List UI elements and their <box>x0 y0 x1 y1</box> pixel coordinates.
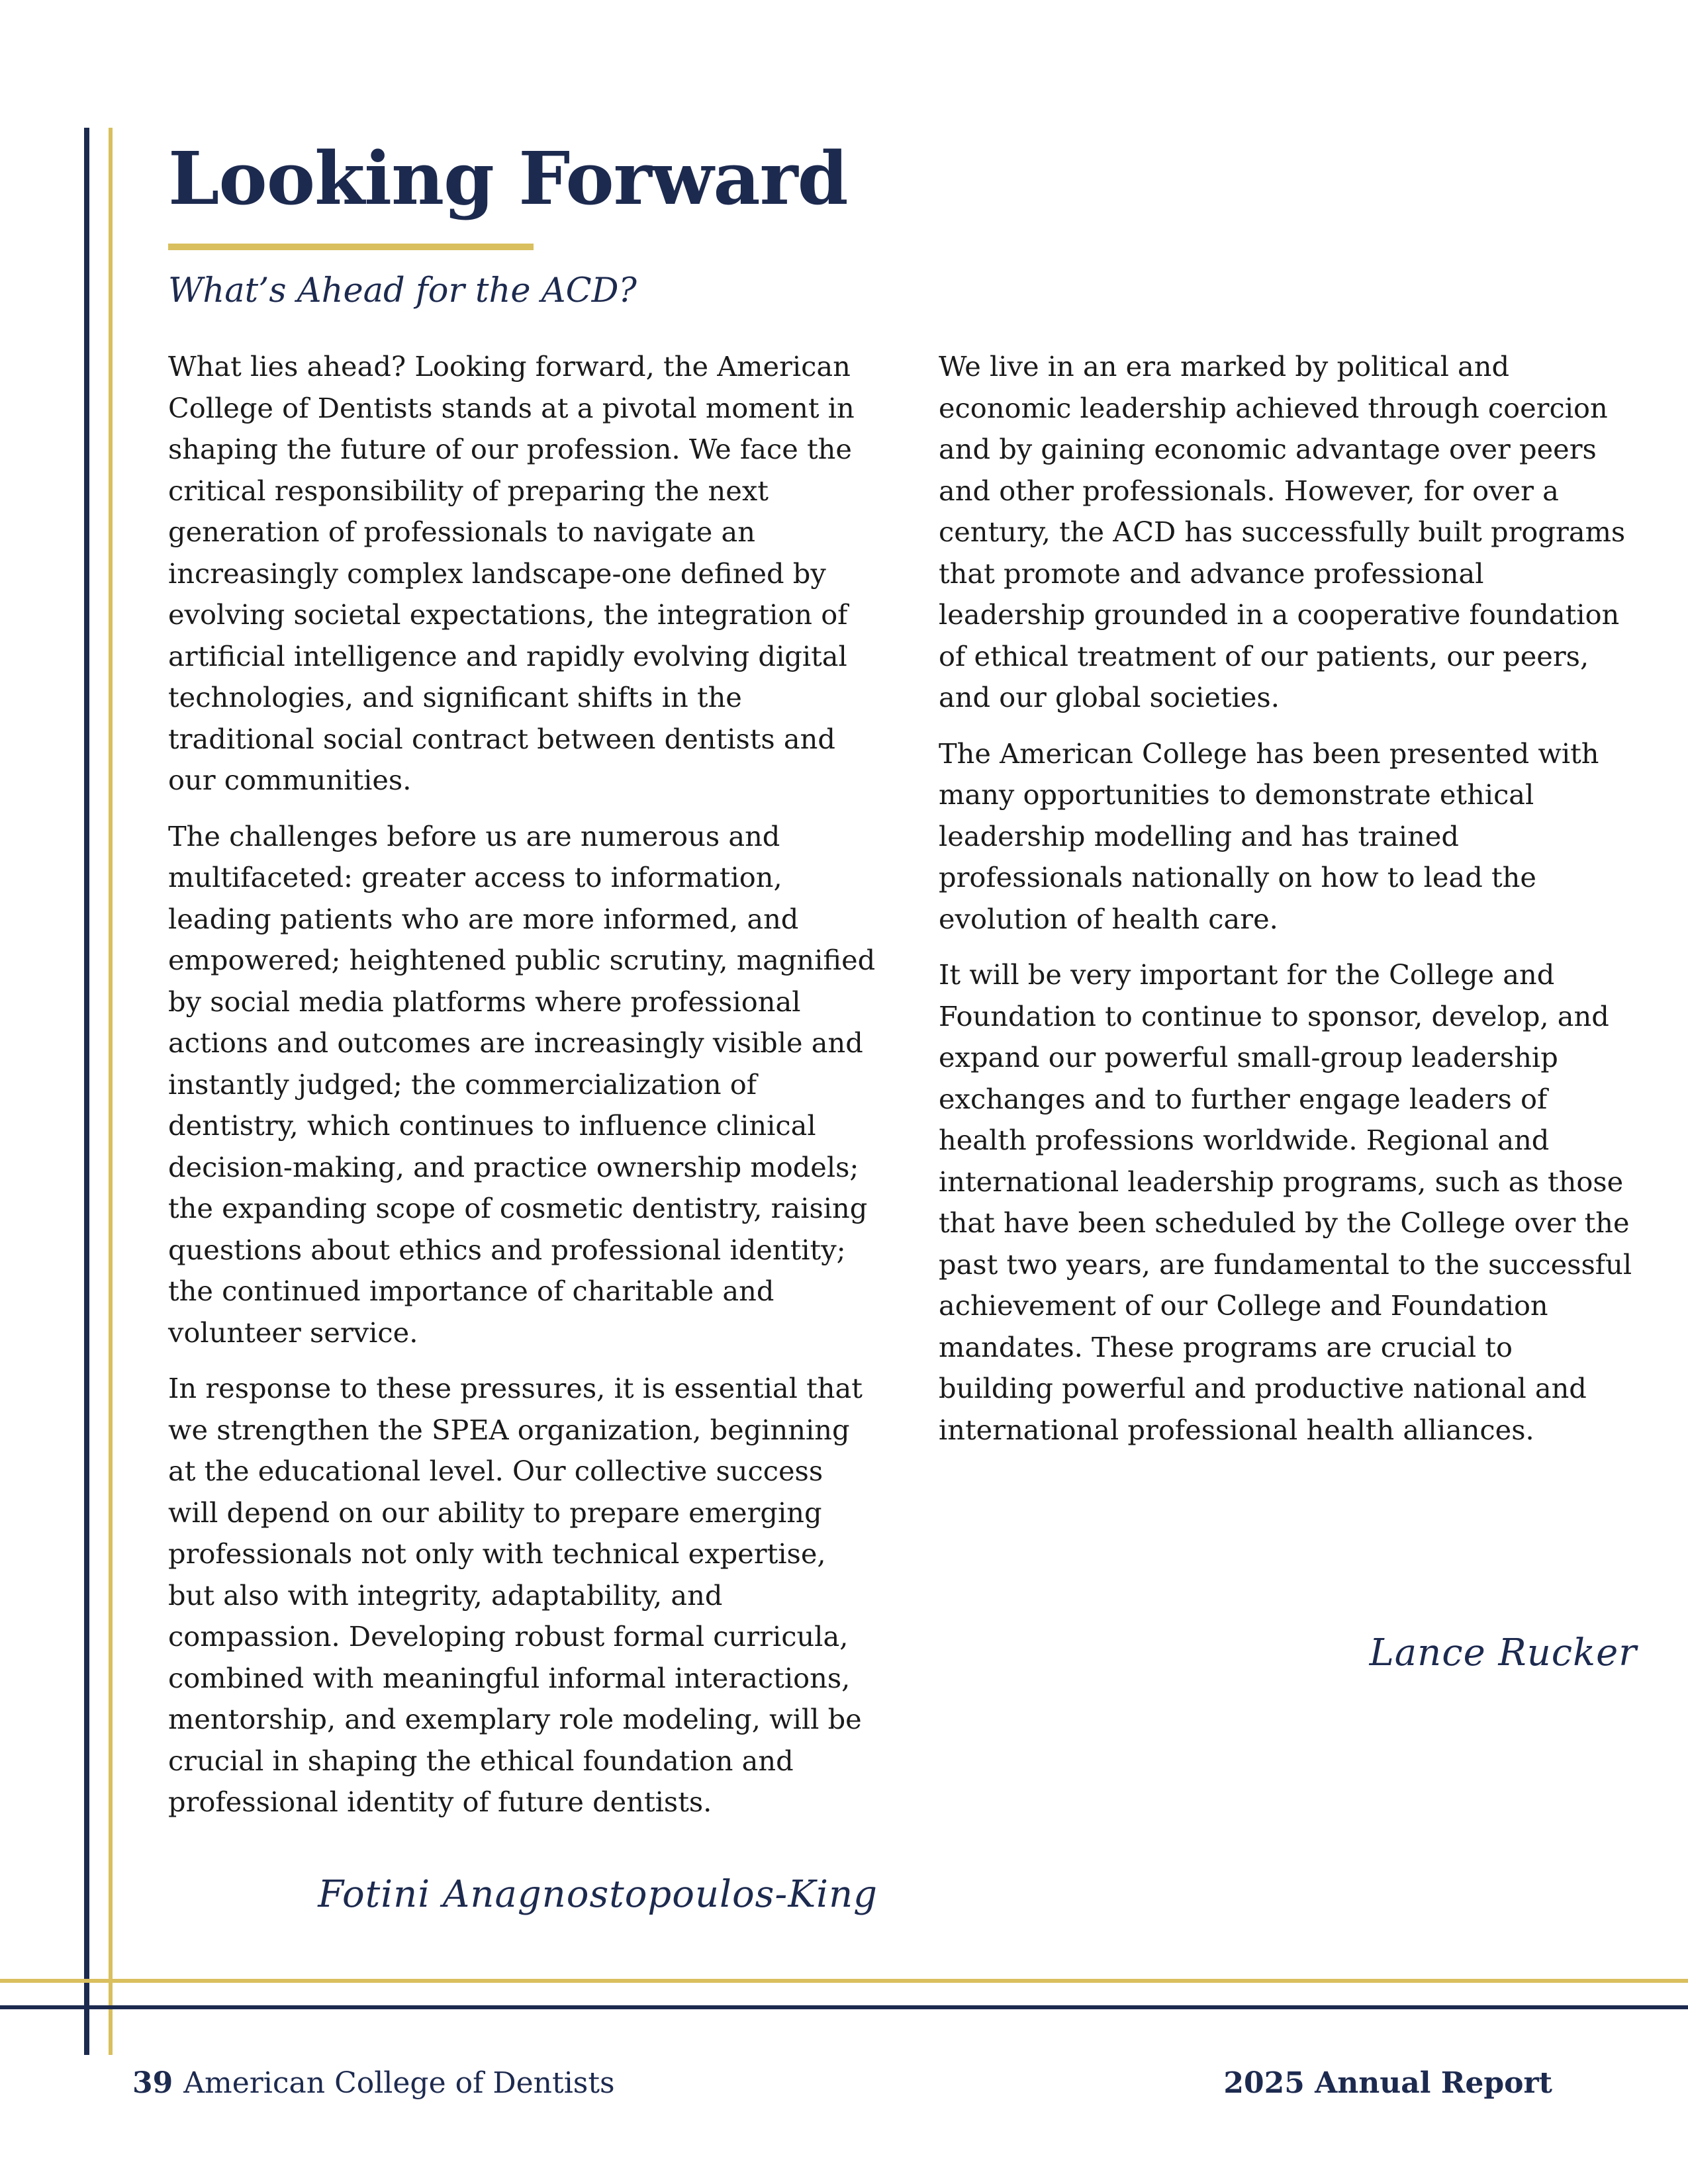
footer-organization: American College of Dentists <box>183 2066 615 2100</box>
page-title: Looking Forward <box>168 136 848 221</box>
page-subtitle: What’s Ahead for the ACD? <box>168 271 637 310</box>
right-signature: Lance Rucker <box>1369 1631 1637 1674</box>
footer-navy-horizontal-rule <box>0 2005 1688 2009</box>
left-paragraph-3: In response to these pressures, it is essential that we strengthen the SPEA organization, beginning at the educational level. Our collective success will depend on our ability to prepare emerging professionals not only with technical expertise, but also with integrity, adaptability, and compassion. Developing robust formal curricula, combined with meaningful informal interactions, mentorship, and exemplary role modeling, will be crucial in shaping the ethical foundation and professional identity of future dentists. <box>168 1372 863 1818</box>
footer-left <box>132 2066 615 2100</box>
right-paragraph-1: We live in an era marked by political and economic leadership achieved through coercion and by gaining economic advantage over peers and other professionals. However, for over a century, the ACD has successfully built programs that promote and advance professional leadership grounded in a cooperative foundation of ethical treatment of our patients, our peers, and our global societies. <box>939 350 1626 713</box>
footer-report-title: 2025 Annual Report <box>1223 2066 1552 2100</box>
left-signature: Fotini Anagnostopoulos-King <box>318 1873 878 1916</box>
right-paragraph-3: It will be very important for the College and Foundation to continue to sponsor, develop, and expand our powerful small-group leadership exchanges and to further engage leaders of health professions worldwide. Regional and international leadership programs, such as those that have been scheduled by the College over the past two years, are fundamental to the successful achievement of our College and Foundation mandates. These programs are crucial to building powerful and productive national and international professional health alliances. <box>939 958 1632 1446</box>
left-gold-vertical-rule <box>109 128 113 2055</box>
right-paragraph-2: The American College has been presented with many opportunities to demonstrate ethical leadership modelling and has trained professionals nationally on how to lead the evolution of health care. <box>939 737 1599 935</box>
left-column <box>168 346 880 1838</box>
footer-gold-horizontal-rule <box>0 1979 1688 1983</box>
title-underline <box>168 244 534 250</box>
page-number: 39 <box>132 2066 173 2100</box>
left-paragraph-2: The challenges before us are numerous and multifaceted: greater access to information, leading patients who are more informed, and empowered; heightened public scrutiny, magnified by social media platforms where professional actions and outcomes are increasingly visible and instantly judged; the commercialization of dentistry, which continues to influence clinical decision-making, and practice ownership models; the expanding scope of cosmetic dentistry, raising questions about ethics and professional identity; the continued importance of charitable and volunteer service. <box>168 819 876 1349</box>
left-navy-vertical-rule <box>84 128 89 2055</box>
right-column <box>939 346 1635 1465</box>
left-paragraph-1: What lies ahead? Looking forward, the American College of Dentists stands at a pivotal moment in shaping the future of our profession. We face the critical responsibility of preparing the next generation of professionals to navigate an increasingly complex landscape-one defined by evolving societal expectations, the integration of artificial intelligence and rapidly evolving digital technologies, and significant shifts in the traditional social contract between dentists and our communities. <box>168 350 855 796</box>
